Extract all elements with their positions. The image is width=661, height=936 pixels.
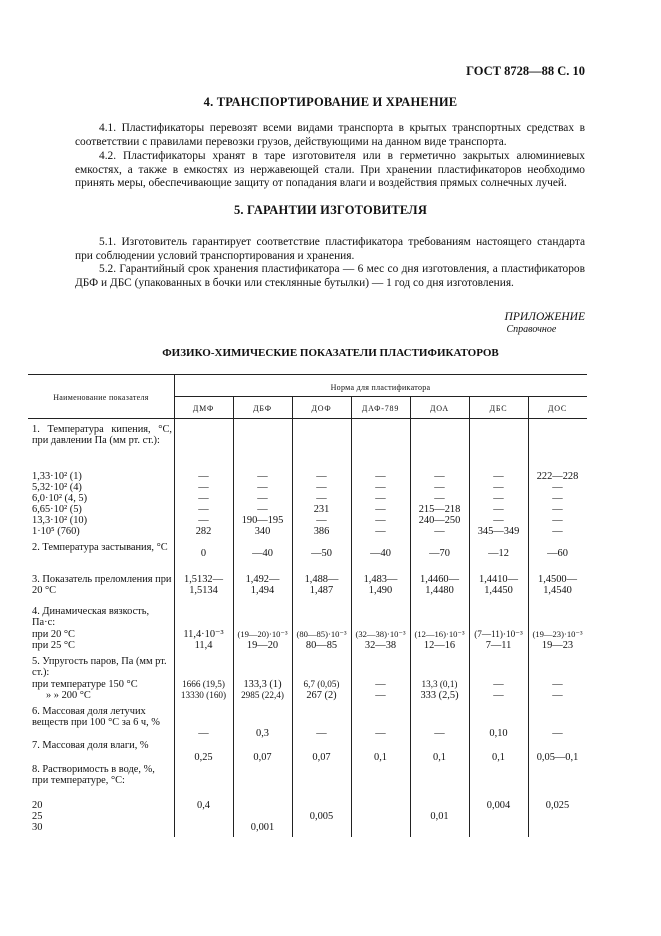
table-cell: —12 — [488, 548, 509, 559]
table-cell: —60 — [547, 548, 568, 559]
table-top-border — [28, 374, 587, 375]
table-cell: 0,004 — [486, 800, 511, 811]
table-cell: 1,487 — [309, 585, 334, 596]
table-cell: 1,4480 — [425, 585, 454, 596]
row-1-sub-label: 1·10⁵ (760) — [32, 526, 80, 537]
table-cell: 0,4 — [197, 800, 210, 811]
section-5-paragraph-1: 5.1. Изготовитель гарантирует соответствие пластификатора требованиям настоящего стандарта при соблюдении условий транспортирования и хранения. — [75, 236, 585, 262]
table-cell: — — [375, 728, 386, 739]
table-cell: 267 (2) — [306, 690, 337, 701]
col-header-dof: ДОФ — [311, 404, 332, 413]
table-cell: 1,5132— — [184, 574, 223, 585]
table-cell: — — [198, 493, 209, 504]
table-cell: — — [198, 504, 209, 515]
col-header-dos: ДОС — [547, 404, 568, 413]
table-cell: 1666 (19,5) — [182, 679, 225, 689]
header-norm-divider — [174, 396, 587, 397]
table-cell: — — [434, 728, 445, 739]
table-cell: — — [316, 515, 327, 526]
table-cell: —70 — [429, 548, 450, 559]
table-cell: 1,4540 — [543, 585, 572, 596]
table-cell: 190—195 — [241, 515, 284, 526]
table-cell: 6,7 (0,05) — [303, 679, 340, 689]
table-cell: 0,01 — [430, 811, 449, 822]
table-cell: 0,001 — [250, 822, 275, 833]
table-cell: 1,4460— — [420, 574, 459, 585]
table-cell: 0,07 — [312, 752, 331, 763]
row-8-label: 8. Растворимость в воде, %, при температуре, °С: — [32, 764, 155, 787]
appendix-label — [505, 311, 585, 336]
row-7-label: 7. Массовая доля влаги, % — [32, 740, 149, 751]
table-cell: — — [552, 728, 563, 739]
table-cell: 0,07 — [253, 752, 272, 763]
table-cell: 12—16 — [423, 640, 456, 651]
table-cell: — — [552, 515, 563, 526]
table-cell: 1,490 — [368, 585, 393, 596]
row-5-label: 5. Упругость паров, Па (мм рт. ст.): — [32, 656, 167, 679]
col-divider-4 — [410, 396, 411, 837]
table-cell: 0,05—0,1 — [536, 752, 579, 763]
table-cell: — — [552, 679, 563, 690]
col-header-doa: ДОА — [429, 404, 449, 413]
row-2-label: 2. Температура застывания, °С — [32, 542, 168, 553]
section-5-paragraph-2: 5.2. Гарантийный срок хранения пластификатора — 6 мес со дня изготовления, а пластификаторов ДБФ и ДБС (упакованных в бочки или стеклянные бутылки) — 1 год со дня изготовления. — [75, 263, 585, 289]
col-divider-3 — [351, 396, 352, 837]
table-cell: — — [316, 493, 327, 504]
table-cell: 222—228 — [536, 471, 579, 482]
table-cell: 240—250 — [418, 515, 461, 526]
header-indicator-name: Наименование показателя — [53, 393, 149, 402]
table-cell: 0,025 — [545, 800, 570, 811]
table-cell: — — [316, 482, 327, 493]
appendix-subtitle: Справочное — [506, 323, 557, 335]
table-cell: — — [552, 690, 563, 701]
row-1-sub-label: 13,3·10² (10) — [32, 515, 88, 526]
table-cell: — — [316, 471, 327, 482]
section-4-paragraph-1: 4.1. Пластификаторы перевозят всеми видами транспорта в крытых транспортных средствах в соответствии с правилами перевозки грузов, действующими на данном виде транспорта. — [75, 122, 585, 148]
table-cell: — — [375, 526, 386, 537]
row-1-sub-label: 6,0·10² (4, 5) — [32, 493, 88, 504]
table-cell: 1,4410— — [479, 574, 518, 585]
row-1-sub-label: 1,33·10² (1) — [32, 471, 82, 482]
table-cell: 133,3 (1) — [243, 679, 282, 690]
table-cell: 11,4·10⁻³ — [183, 629, 224, 640]
table-cell: 333 (2,5) — [420, 690, 459, 701]
section-4-title: 4. ТРАНСПОРТИРОВАНИЕ И ХРАНЕНИЕ — [203, 95, 458, 109]
table-cell: 215—218 — [418, 504, 461, 515]
row-4-label: 4. Динамическая вязкость, Па·с: — [32, 606, 150, 629]
table-cell: — — [552, 504, 563, 515]
table-cell: — — [552, 493, 563, 504]
table-cell: — — [552, 482, 563, 493]
table-cell: — — [375, 679, 386, 690]
table-title: ФИЗИКО-ХИМИЧЕСКИЕ ПОКАЗАТЕЛИ ПЛАСТИФИКАТОРОВ — [162, 347, 499, 359]
table-cell: — — [434, 526, 445, 537]
table-cell: 1,4450 — [484, 585, 513, 596]
table-cell: 11,4 — [194, 640, 213, 651]
col-header-daf789: ДАФ-789 — [361, 404, 400, 413]
table-cell: — — [257, 482, 268, 493]
table-cell: 0,1 — [433, 752, 446, 763]
table-cell: — — [434, 471, 445, 482]
header-norm: Норма для пластификатора — [330, 383, 431, 392]
row-8-sub-label: 30 — [32, 822, 43, 833]
row-1-sub-label: 6,65·10² (5) — [32, 504, 82, 515]
table-cell: 19—20 — [246, 640, 279, 651]
table-cell: 0,3 — [256, 728, 269, 739]
table-cell: (80—85)·10⁻³ — [296, 629, 347, 639]
properties-table — [28, 374, 587, 837]
table-cell: — — [316, 728, 327, 739]
section-5-title: 5. ГАРАНТИИ ИЗГОТОВИТЕЛЯ — [233, 203, 428, 217]
gost-page-header: ГОСТ 8728—88 С. 10 — [466, 64, 585, 78]
table-cell: 386 — [313, 526, 330, 537]
col-header-dbf: ДБФ — [253, 404, 272, 413]
table-cell: — — [434, 482, 445, 493]
table-cell: 231 — [313, 504, 330, 515]
row-1-sub-label: 5,32·10² (4) — [32, 482, 82, 493]
row-4-sub-label: при 20 °С — [32, 629, 75, 640]
row-6-label: 6. Массовая доля летучих веществ при 100 °С за 6 ч, % — [32, 706, 160, 729]
table-cell: — — [375, 493, 386, 504]
col-header-dbs: ДБС — [489, 404, 508, 413]
table-cell: (19—23)·10⁻³ — [532, 629, 583, 639]
table-cell: —40 — [252, 548, 273, 559]
table-cell: — — [375, 471, 386, 482]
row-4-sub-label: при 25 °С — [32, 640, 75, 651]
table-cell: 32—38 — [364, 640, 397, 651]
table-cell: 1,492— — [245, 574, 280, 585]
table-cell: (32—38)·10⁻³ — [355, 629, 406, 639]
table-cell: — — [493, 679, 504, 690]
col-divider-5 — [469, 396, 470, 837]
row-3-label: 3. Показатель преломления при 20 °С — [32, 574, 172, 597]
col-divider-2 — [292, 396, 293, 837]
row-8-sub-label: 20 — [32, 800, 43, 811]
table-cell: — — [493, 482, 504, 493]
table-cell: 1,494 — [250, 585, 275, 596]
table-cell: 0,25 — [194, 752, 213, 763]
row-1-label: 1. Температура кипения, °С, при давлении Па (мм рт. ст.): — [32, 424, 172, 447]
table-cell: —50 — [311, 548, 332, 559]
row-8-sub-label: 25 — [32, 811, 43, 822]
table-cell: — — [375, 515, 386, 526]
table-cell: — — [375, 482, 386, 493]
col-header-dmf: ДМФ — [192, 404, 215, 413]
appendix-title: ПРИЛОЖЕНИЕ — [504, 311, 585, 323]
table-cell: — — [493, 493, 504, 504]
table-cell: 1,483— — [363, 574, 398, 585]
table-cell: 2985 (22,4) — [241, 690, 284, 700]
table-cell: — — [493, 504, 504, 515]
table-cell: 1,488— — [304, 574, 339, 585]
table-cell: (12—16)·10⁻³ — [414, 629, 465, 639]
name-column-divider — [174, 374, 175, 837]
table-cell: 345—349 — [477, 526, 520, 537]
table-cell: 282 — [195, 526, 212, 537]
table-cell: — — [257, 493, 268, 504]
table-cell: — — [493, 515, 504, 526]
table-cell: — — [198, 728, 209, 739]
table-cell: 80—85 — [305, 640, 338, 651]
table-cell: — — [257, 504, 268, 515]
row-5-sub-label: при температуре 150 °С — [32, 679, 138, 690]
table-cell: 0,10 — [489, 728, 508, 739]
table-cell: 0,005 — [309, 811, 334, 822]
table-cell: — — [198, 515, 209, 526]
table-cell: 13,3 (0,1) — [421, 679, 458, 689]
table-cell: — — [375, 504, 386, 515]
table-cell: (19—20)·10⁻³ — [237, 629, 288, 639]
table-cell: — — [198, 471, 209, 482]
table-cell: 340 — [254, 526, 271, 537]
table-cell: — — [257, 471, 268, 482]
table-cell: — — [552, 526, 563, 537]
table-cell: —40 — [370, 548, 391, 559]
col-divider-6 — [528, 396, 529, 837]
table-cell: — — [493, 690, 504, 701]
table-cell: 0,1 — [492, 752, 505, 763]
table-cell: 1,4500— — [538, 574, 577, 585]
table-cell: — — [375, 690, 386, 701]
table-cell: (7—11)·10⁻³ — [474, 629, 523, 639]
col-divider-1 — [233, 396, 234, 837]
section-4-paragraph-2: 4.2. Пластификаторы хранят в таре изготовителя или в герметично закрытых алюминиевых емкостях, а также в емкостях из нержавеющей стали. При хранении пластификаторов необходимо принять меры, обеспечивающие защиту от попадания влаги и воздействия прямых солнечных лучей. — [75, 150, 585, 190]
table-cell: 7—11 — [485, 640, 512, 651]
table-cell: 19—23 — [541, 640, 574, 651]
table-cell: — — [493, 471, 504, 482]
table-cell: — — [198, 482, 209, 493]
table-cell: 0 — [200, 548, 207, 559]
table-cell: 1,5134 — [189, 585, 218, 596]
row-5-sub-label: » » 200 °С — [46, 690, 91, 701]
table-cell: 13330 (160) — [180, 690, 227, 700]
header-bottom-border — [28, 418, 587, 419]
table-cell: 0,1 — [374, 752, 387, 763]
table-cell: — — [434, 493, 445, 504]
